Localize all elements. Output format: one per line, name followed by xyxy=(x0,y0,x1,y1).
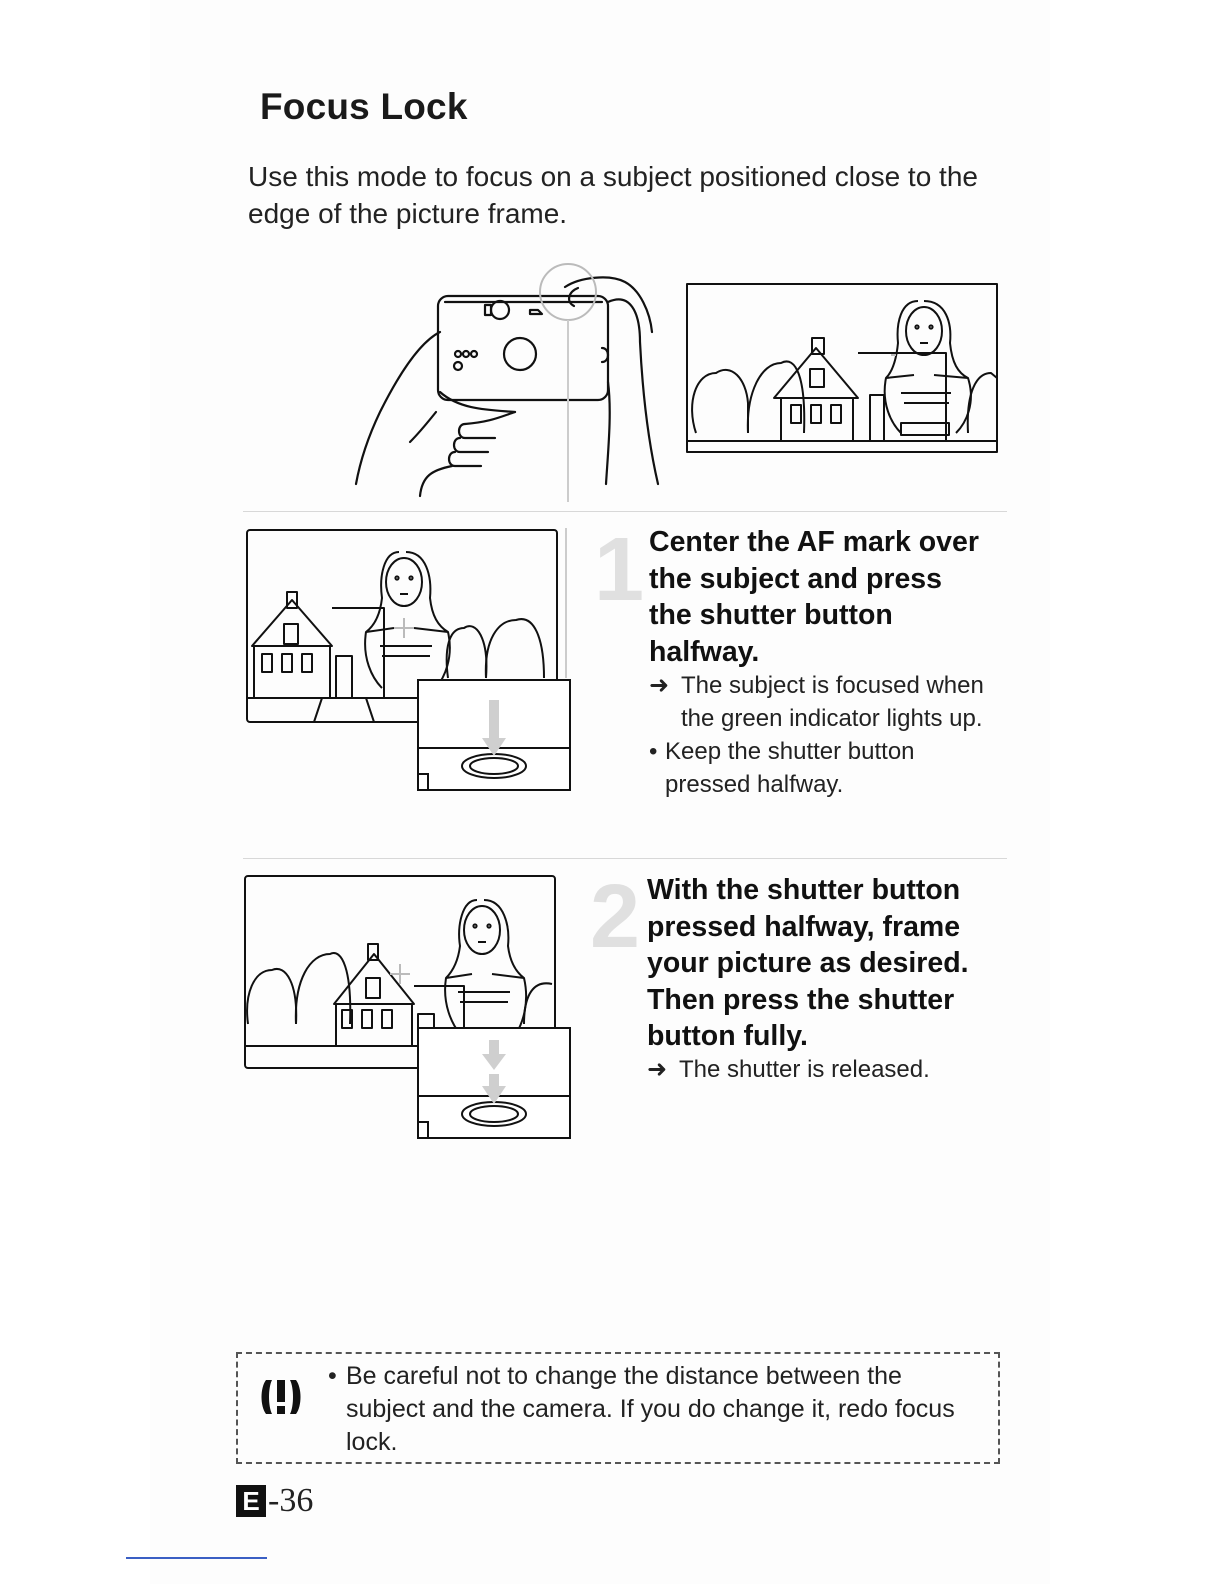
step2-illustration xyxy=(242,874,574,1142)
section-divider xyxy=(243,511,1007,512)
step2-result-text: The shutter is released. xyxy=(679,1056,930,1083)
step2-heading: With the shutter button pressed halfway, frame your picture as desired. Then press the shutter button fully. xyxy=(647,874,969,1052)
step1-note-text: Keep the shutter button pressed halfway. xyxy=(665,738,915,798)
framed-scene-illustration xyxy=(686,283,998,455)
step1-result-text: The subject is focused when the green indicator lights up. xyxy=(681,672,984,732)
page-number-text: -36 xyxy=(268,1482,314,1519)
bullet-icon: • xyxy=(328,1362,337,1390)
step2-number: 2 xyxy=(590,867,641,967)
arrow-icon: ➜ xyxy=(647,1056,668,1083)
section-divider xyxy=(243,858,1007,859)
step1-number: 1 xyxy=(594,520,645,620)
step2-result xyxy=(647,1053,987,1086)
intro-text: Use this mode to focus on a subject positioned close to the edge of the picture frame. xyxy=(248,161,978,229)
step1-heading: Center the AF mark over the subject and press the shutter button halfway. xyxy=(649,526,979,668)
step2-body xyxy=(647,1053,987,1086)
step1-body xyxy=(649,669,989,801)
bullet-icon: • xyxy=(649,738,658,765)
page-title: Focus Lock xyxy=(260,86,468,127)
footer-link-underline xyxy=(126,1557,267,1559)
step1-note xyxy=(649,735,989,801)
caution-text xyxy=(328,1360,968,1459)
caution-icon xyxy=(258,1374,304,1420)
caution-text-body: Be careful not to change the distance between the subject and the camera. If you do change it, redo focus lock. xyxy=(346,1362,955,1456)
language-badge: E xyxy=(236,1485,266,1517)
camera-hands-illustration xyxy=(340,262,680,502)
caution-box xyxy=(236,1352,1000,1464)
step1-result xyxy=(649,669,989,735)
arrow-icon: ➜ xyxy=(649,672,670,699)
page-number xyxy=(236,1482,313,1520)
step1-illustration xyxy=(244,528,574,794)
